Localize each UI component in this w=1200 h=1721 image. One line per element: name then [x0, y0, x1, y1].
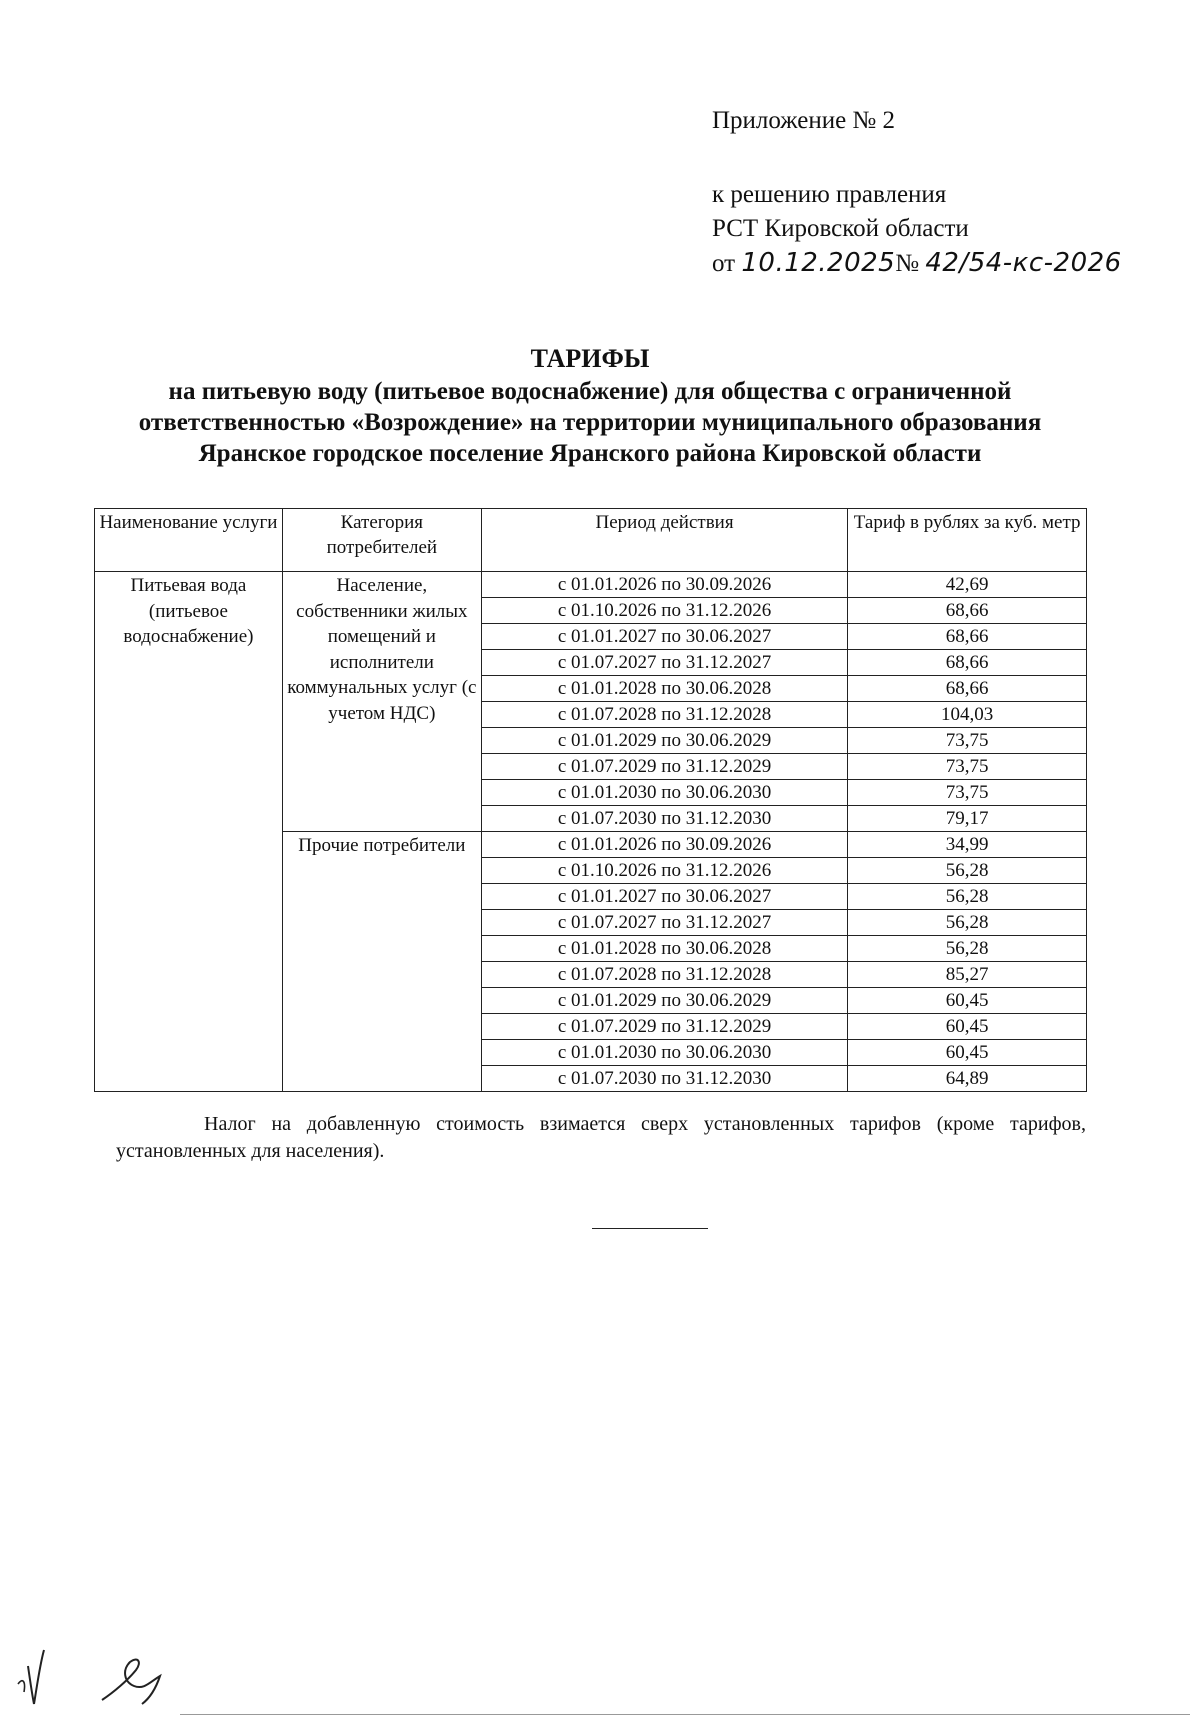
- appendix-date-number-line: [712, 246, 1152, 281]
- period-cell: с 01.07.2027 по 31.12.2027: [481, 910, 848, 936]
- title-subtitle: на питьевую воду (питьевое водоснабжение) для общества с ограниченной ответственностью «Возрождение» на территории муниципального образования Яранское городское поселение Яранского района Кировской области: [138, 378, 1042, 467]
- period-cell: с 01.01.2029 по 30.06.2029: [481, 988, 848, 1014]
- title-main: ТАРИФЫ: [530, 344, 650, 373]
- period-cell: с 01.07.2028 по 31.12.2028: [481, 702, 848, 728]
- tariff-value-cell: 73,75: [848, 754, 1087, 780]
- tariff-value-cell: 60,45: [848, 1014, 1087, 1040]
- period-cell: с 01.07.2030 по 31.12.2030: [481, 806, 848, 832]
- period-cell: с 01.01.2026 по 30.09.2026: [481, 572, 848, 598]
- tariff-value-cell: 104,03: [848, 702, 1087, 728]
- page-bottom-edge: [180, 1714, 1190, 1715]
- header-service: Наименование услуги: [95, 509, 283, 572]
- period-cell: с 01.01.2026 по 30.09.2026: [481, 832, 848, 858]
- document-title: [90, 343, 1090, 469]
- tariff-value-cell: 73,75: [848, 728, 1087, 754]
- appendix-number: Приложение № 2: [712, 107, 896, 134]
- table-header-row: [95, 509, 1087, 572]
- header-tariff: Тариф в рублях за куб. метр: [848, 509, 1087, 572]
- tariff-value-cell: 68,66: [848, 624, 1087, 650]
- period-cell: с 01.10.2026 по 31.12.2026: [481, 858, 848, 884]
- period-cell: с 01.07.2029 по 31.12.2029: [481, 754, 848, 780]
- tariff-value-cell: 85,27: [848, 962, 1087, 988]
- period-cell: с 01.01.2028 по 30.06.2028: [481, 936, 848, 962]
- period-cell: с 01.07.2029 по 31.12.2029: [481, 1014, 848, 1040]
- tariff-value-cell: 73,75: [848, 780, 1087, 806]
- period-cell: с 01.01.2030 по 30.06.2030: [481, 1040, 848, 1066]
- tariff-value-cell: 60,45: [848, 1040, 1087, 1066]
- vat-note: Налог на добавленную стоимость взимается сверх установленных тарифов (кроме тарифов, установленных для населения).: [116, 1113, 1086, 1162]
- period-cell: с 01.07.2030 по 31.12.2030: [481, 1066, 848, 1092]
- period-cell: с 01.07.2027 по 31.12.2027: [481, 650, 848, 676]
- period-cell: с 01.01.2029 по 30.06.2029: [481, 728, 848, 754]
- period-cell: с 01.01.2027 по 30.06.2027: [481, 884, 848, 910]
- period-cell: с 01.01.2027 по 30.06.2027: [481, 624, 848, 650]
- tariff-value-cell: 79,17: [848, 806, 1087, 832]
- tariff-value-cell: 56,28: [848, 936, 1087, 962]
- closing-rule: [592, 1228, 708, 1229]
- tariff-value-cell: 34,99: [848, 832, 1087, 858]
- table-row: [95, 572, 1087, 598]
- tariff-value-cell: 56,28: [848, 910, 1087, 936]
- appendix-organization: РСТ Кировской области: [712, 215, 969, 242]
- tariff-value-cell: 68,66: [848, 598, 1087, 624]
- tariff-value-cell: 56,28: [848, 884, 1087, 910]
- period-cell: с 01.01.2030 по 30.06.2030: [481, 780, 848, 806]
- from-prefix: от: [712, 250, 736, 277]
- period-cell: с 01.10.2026 по 31.12.2026: [481, 598, 848, 624]
- consumer-category-cell: Население, собственники жилых помещений и исполнители коммунальных услуг (с учетом НДС): [282, 572, 481, 832]
- handwritten-decision-number: 42/54-кс-2026: [925, 248, 1122, 278]
- period-cell: с 01.07.2028 по 31.12.2028: [481, 962, 848, 988]
- handwritten-date: 10.12.2025: [741, 248, 896, 278]
- consumer-category-cell: Прочие потребители: [282, 832, 481, 1092]
- tariff-value-cell: 64,89: [848, 1066, 1087, 1092]
- period-cell: с 01.01.2028 по 30.06.2028: [481, 676, 848, 702]
- appendix-header: [712, 104, 1152, 281]
- tariff-value-cell: 56,28: [848, 858, 1087, 884]
- tariff-table: [94, 508, 1087, 1092]
- number-prefix: №: [895, 250, 920, 277]
- signature-mark: [10, 1596, 190, 1706]
- header-period: Период действия: [481, 509, 848, 572]
- header-category: Категория потребителей: [282, 509, 481, 572]
- appendix-to-decision: к решению правления: [712, 181, 947, 208]
- tariff-value-cell: 68,66: [848, 650, 1087, 676]
- tariff-value-cell: 68,66: [848, 676, 1087, 702]
- service-name-cell: Питьевая вода (питьевое водоснабжение): [95, 572, 283, 1092]
- tariff-value-cell: 60,45: [848, 988, 1087, 1014]
- tariff-value-cell: 42,69: [848, 572, 1087, 598]
- tariff-table-body: [95, 572, 1087, 1092]
